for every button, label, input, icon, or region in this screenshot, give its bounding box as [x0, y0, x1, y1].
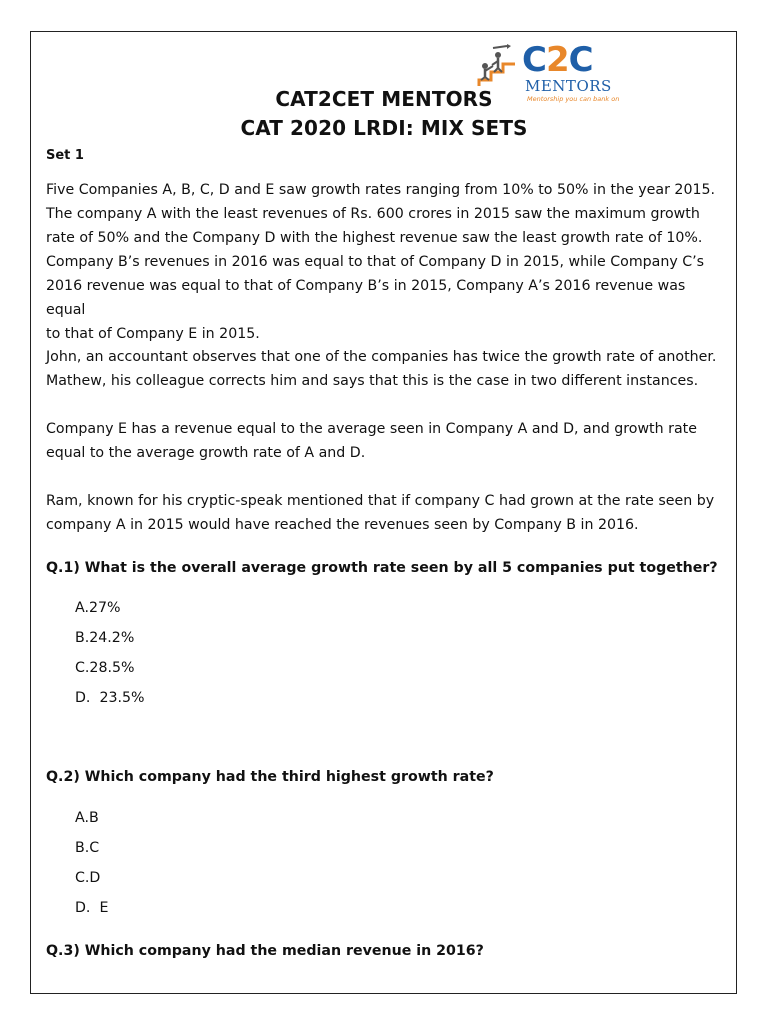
paragraph-line: The company A with the least revenues of Rs. 600 crores in 2015 saw the maximum growth	[46, 206, 700, 222]
paragraph-line: John, an accountant observes that one of the companies has twice the growth rate of another.	[46, 349, 717, 365]
paragraph-line: to that of Company E in 2015.	[46, 326, 260, 342]
question-1-option-c: C.28.5%	[75, 660, 135, 676]
paragraph-line: Ram, known for his cryptic-speak mentioned that if company C had grown at the rate seen by	[46, 493, 715, 509]
paragraph-line: Mathew, his colleague corrects him and says that this is the case in two different instances.	[46, 373, 699, 389]
document-title: CAT2CET MENTORS	[275, 87, 493, 111]
question-2-option-c: C.D	[75, 870, 101, 886]
question-2-option-b: B.C	[75, 840, 100, 856]
question-2-option-d: D. E	[75, 900, 109, 916]
question-2-option-a: A.B	[75, 810, 99, 826]
paragraph-line: company A in 2015 would have reached the revenues seen by Company B in 2016.	[46, 517, 639, 533]
paragraph-3	[46, 417, 726, 465]
paragraph-line: equal to the average growth rate of A and D.	[46, 445, 366, 461]
paragraph-line: rate of 50% and the Company D with the highest revenue saw the least growth rate of 10%.	[46, 230, 703, 246]
paragraph-line: Five Companies A, B, C, D and E saw growth rates ranging from 10% to 50% in the year 2015.	[46, 182, 716, 198]
question-2: Q.2) Which company had the third highest growth rate?	[46, 769, 494, 785]
document-subtitle: CAT 2020 LRDI: MIX SETS	[240, 116, 528, 140]
question-1: Q.1) What is the overall average growth rate seen by all 5 companies put together?	[46, 560, 718, 576]
question-1-option-a: A.27%	[75, 600, 121, 616]
paragraph-2	[46, 345, 726, 393]
paragraph-line: Company E has a revenue equal to the average seen in Company A and D, and growth rate	[46, 421, 697, 437]
logo-wordmark: C2C	[522, 40, 593, 80]
paragraph-4	[46, 489, 726, 537]
question-1-option-b: B.24.2%	[75, 630, 135, 646]
logo-tagline: Mentorship you can bank on	[527, 95, 620, 103]
paragraph-line: Company B’s revenues in 2016 was equal to that of Company D in 2015, while Company C’s	[46, 254, 705, 270]
question-3: Q.3) Which company had the median revenue in 2016?	[46, 943, 484, 959]
logo-name: MENTORS	[525, 77, 612, 95]
paragraph-line: 2016 revenue was equal to that of Company B’s in 2015, Company A’s 2016 revenue was equal	[46, 278, 686, 318]
question-1-option-d: D. 23.5%	[75, 690, 145, 706]
paragraph-1	[46, 178, 726, 346]
set-label: Set 1	[46, 148, 84, 163]
